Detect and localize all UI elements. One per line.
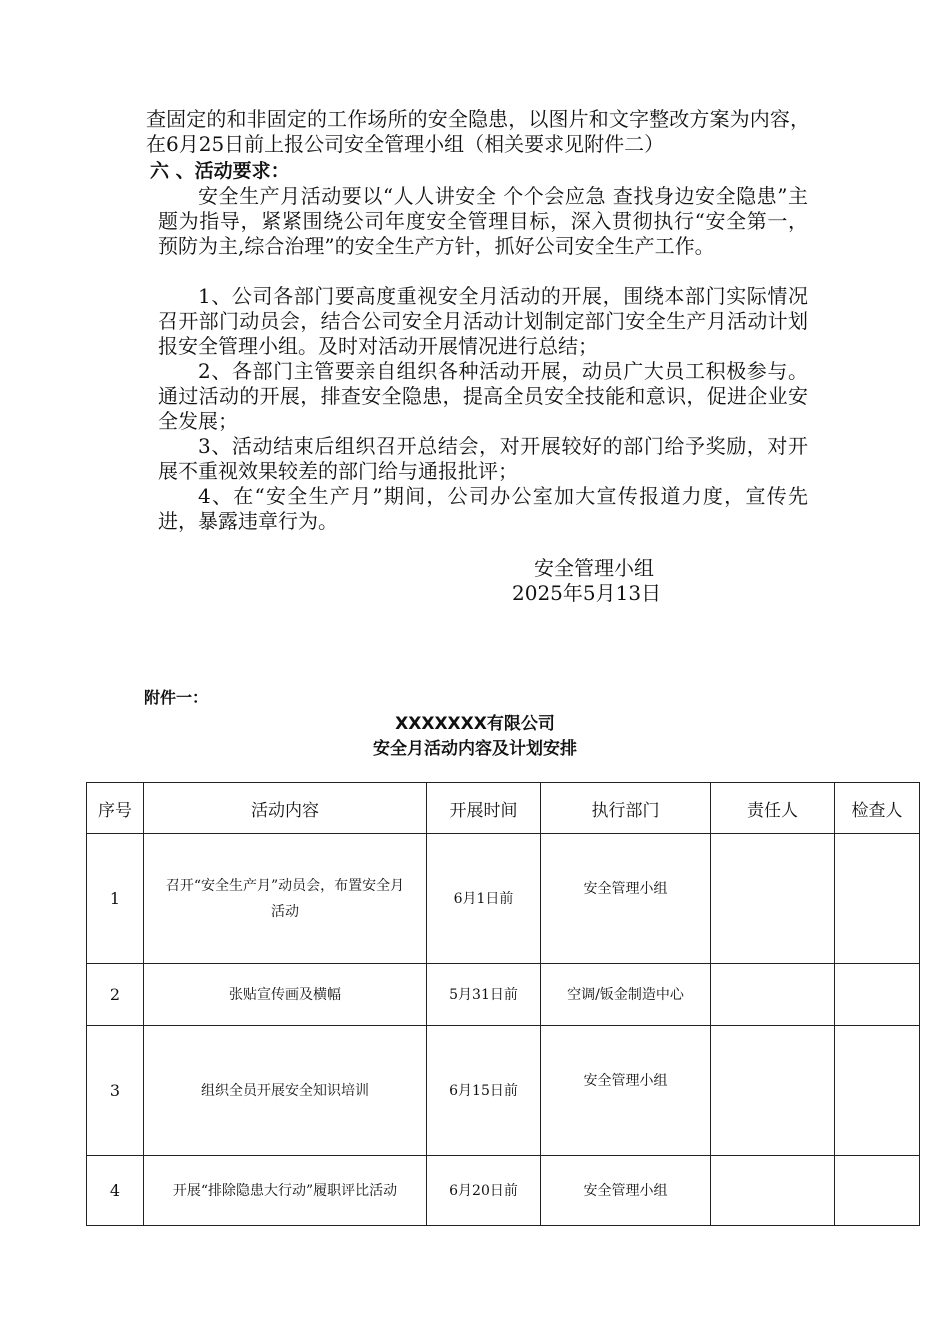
header-owner: 责任人 bbox=[711, 783, 835, 834]
requirement-item-4: 4、在“安全生产月”期间，公司办公室加大宣传报道力度，宣传先进，暴露违章行为。 bbox=[158, 484, 808, 533]
cell-checker bbox=[835, 834, 920, 964]
company-name: XXXXXXX有限公司 bbox=[395, 714, 555, 734]
requirement-item-3: 3、活动结束后组织召开总结会，对开展较好的部门给予奖励，对开展不重视效果较差的部门给与通报批评； bbox=[158, 434, 808, 483]
requirement-item-1: 1、公司各部门要高度重视安全月活动的开展，围绕本部门实际情况召开部门动员会，结合公司安全月活动计划制定部门安全生产月活动计划报安全管理小组。及时对活动开展情况进行总结； bbox=[158, 284, 808, 358]
requirement-paragraph: 安全生产月活动要以“人人讲安全 个个会应急 查找身边安全隐患”主题为指导，紧紧围绕公司年度安全管理目标，深入贯彻执行“安全第一，预防为主,综合治理”的安全生产方针，抓好公司安全生产工作。 bbox=[158, 184, 808, 258]
cell-dept-text: 安全管理小组 bbox=[583, 880, 668, 897]
cell-time: 5月31日前 bbox=[427, 964, 541, 1026]
cell-owner bbox=[711, 964, 835, 1026]
header-content: 活动内容 bbox=[144, 783, 427, 834]
header-checker: 检查人 bbox=[835, 783, 920, 834]
header-seq: 序号 bbox=[87, 783, 144, 834]
table-title: 安全月活动内容及计划安排 bbox=[373, 739, 577, 759]
intro-paragraph: 查固定的和非固定的工作场所的安全隐患，以图片和文字整改方案为内容，在6月25日前上报公司安全管理小组（相关要求见附件二） bbox=[146, 107, 810, 156]
cell-dept: 空调/钣金制造中心 bbox=[541, 964, 711, 1026]
cell-owner bbox=[711, 1156, 835, 1226]
requirement-item-2: 2、各部门主管要亲自组织各种活动开展，动员广大员工积极参与。通过活动的开展，排查安全隐患，提高全员安全技能和意识，促进企业安全发展； bbox=[158, 359, 808, 433]
cell-dept: 安全管理小组 bbox=[541, 1156, 711, 1226]
section-heading: 六 、活动要求： bbox=[150, 160, 290, 182]
signature-org: 安全管理小组 bbox=[534, 556, 654, 580]
cell-content: 召开“安全生产月”动员会，布置安全月活动 bbox=[144, 834, 427, 964]
cell-seq: 4 bbox=[87, 1156, 144, 1226]
header-time: 开展时间 bbox=[427, 783, 541, 834]
table-row bbox=[87, 1156, 920, 1226]
table-row bbox=[87, 964, 920, 1026]
activity-plan-table bbox=[86, 782, 920, 1226]
cell-time: 6月15日前 bbox=[427, 1026, 541, 1156]
cell-content: 张贴宣传画及横幅 bbox=[144, 964, 427, 1026]
cell-time: 6月20日前 bbox=[427, 1156, 541, 1226]
cell-dept bbox=[541, 834, 711, 964]
attachment-label: 附件一： bbox=[144, 688, 209, 707]
table-row bbox=[87, 834, 920, 964]
cell-seq: 3 bbox=[87, 1026, 144, 1156]
cell-owner bbox=[711, 1026, 835, 1156]
cell-checker bbox=[835, 964, 920, 1026]
cell-checker bbox=[835, 1156, 920, 1226]
cell-time: 6月1日前 bbox=[427, 834, 541, 964]
cell-content: 组织全员开展安全知识培训 bbox=[144, 1026, 427, 1156]
cell-owner bbox=[711, 834, 835, 964]
table-header-row bbox=[87, 783, 920, 834]
cell-content: 开展“排除隐患大行动”履职评比活动 bbox=[144, 1156, 427, 1226]
signature-date: 2025年5月13日 bbox=[512, 581, 662, 605]
cell-dept-text: 安全管理小组 bbox=[583, 1072, 668, 1089]
cell-seq: 2 bbox=[87, 964, 144, 1026]
cell-dept bbox=[541, 1026, 711, 1156]
cell-checker bbox=[835, 1026, 920, 1156]
cell-seq: 1 bbox=[87, 834, 144, 964]
header-dept: 执行部门 bbox=[541, 783, 711, 834]
table-row bbox=[87, 1026, 920, 1156]
